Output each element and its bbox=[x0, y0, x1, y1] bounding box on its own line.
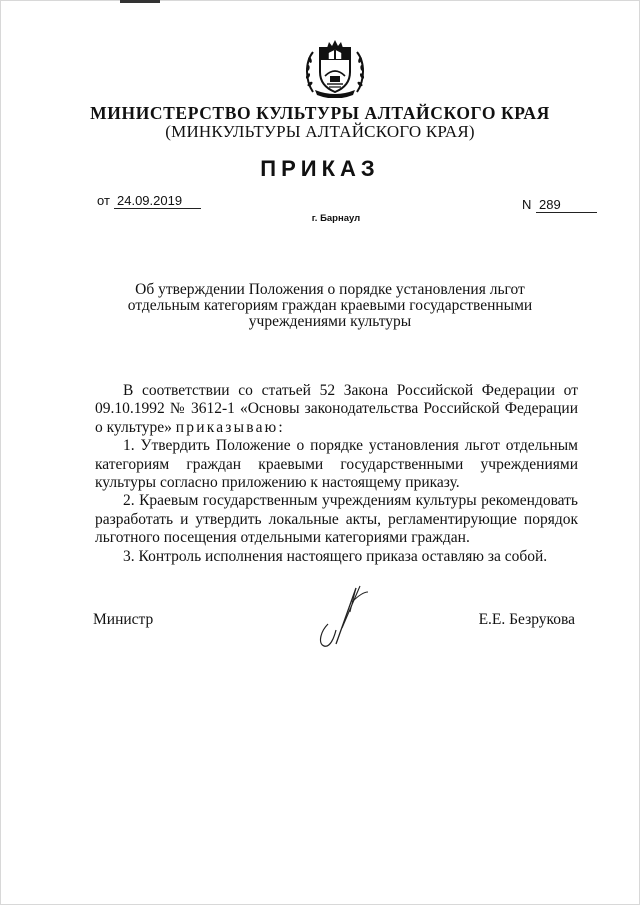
order-body bbox=[95, 382, 578, 566]
order-word: приказываю: bbox=[175, 418, 285, 436]
order-number: 289 bbox=[536, 197, 597, 213]
signature-icon bbox=[312, 582, 374, 652]
order-date: 24.09.2019 bbox=[114, 193, 201, 209]
signer-name: Е.Е. Безрукова bbox=[478, 611, 575, 628]
ministry-name: МИНИСТЕРСТВО КУЛЬТУРЫ АЛТАЙСКОГО КРАЯ bbox=[90, 103, 550, 123]
scan-mark bbox=[120, 0, 160, 3]
signer-title: Министр bbox=[93, 611, 154, 628]
preamble-text: В соответствии со статьей 52 Закона Российской Федерации от 09.10.1992 № 3612-1 «Основы законодательства Российской Федерации о культуре» bbox=[95, 382, 578, 436]
city: г. Барнаул bbox=[311, 213, 361, 224]
ministry-short-name: (МИНКУЛЬТУРЫ АЛТАЙСКОГО КРАЯ) bbox=[165, 122, 475, 141]
preamble-paragraph bbox=[95, 382, 578, 437]
order-title: ПРИКАЗ bbox=[260, 156, 380, 181]
order-item-1: 1. Утвердить Положение о порядке установления льгот отдельным категориям граждан краевыми государственными учреждениями культуры согласно приложению к настоящему приказу. bbox=[95, 437, 578, 492]
subject-line: отдельным категориям граждан краевыми государственными bbox=[127, 297, 533, 314]
subject-line: Об утверждении Положения о порядке установления льгот bbox=[135, 281, 525, 298]
date-prefix: от bbox=[97, 193, 110, 208]
order-item-3: 3. Контроль исполнения настоящего приказа оставляю за собой. bbox=[123, 547, 548, 565]
subject-line: учреждениями культуры bbox=[248, 313, 412, 330]
order-item-2: 2. Краевым государственным учреждениям культуры рекомендовать разработать и утвердить локальные акты, регламентирующие порядок льготного посещения отдельными категориями граждан. bbox=[95, 492, 578, 547]
coat-of-arms-icon bbox=[303, 40, 367, 98]
number-prefix: N bbox=[522, 197, 532, 212]
order-subject bbox=[110, 282, 550, 330]
